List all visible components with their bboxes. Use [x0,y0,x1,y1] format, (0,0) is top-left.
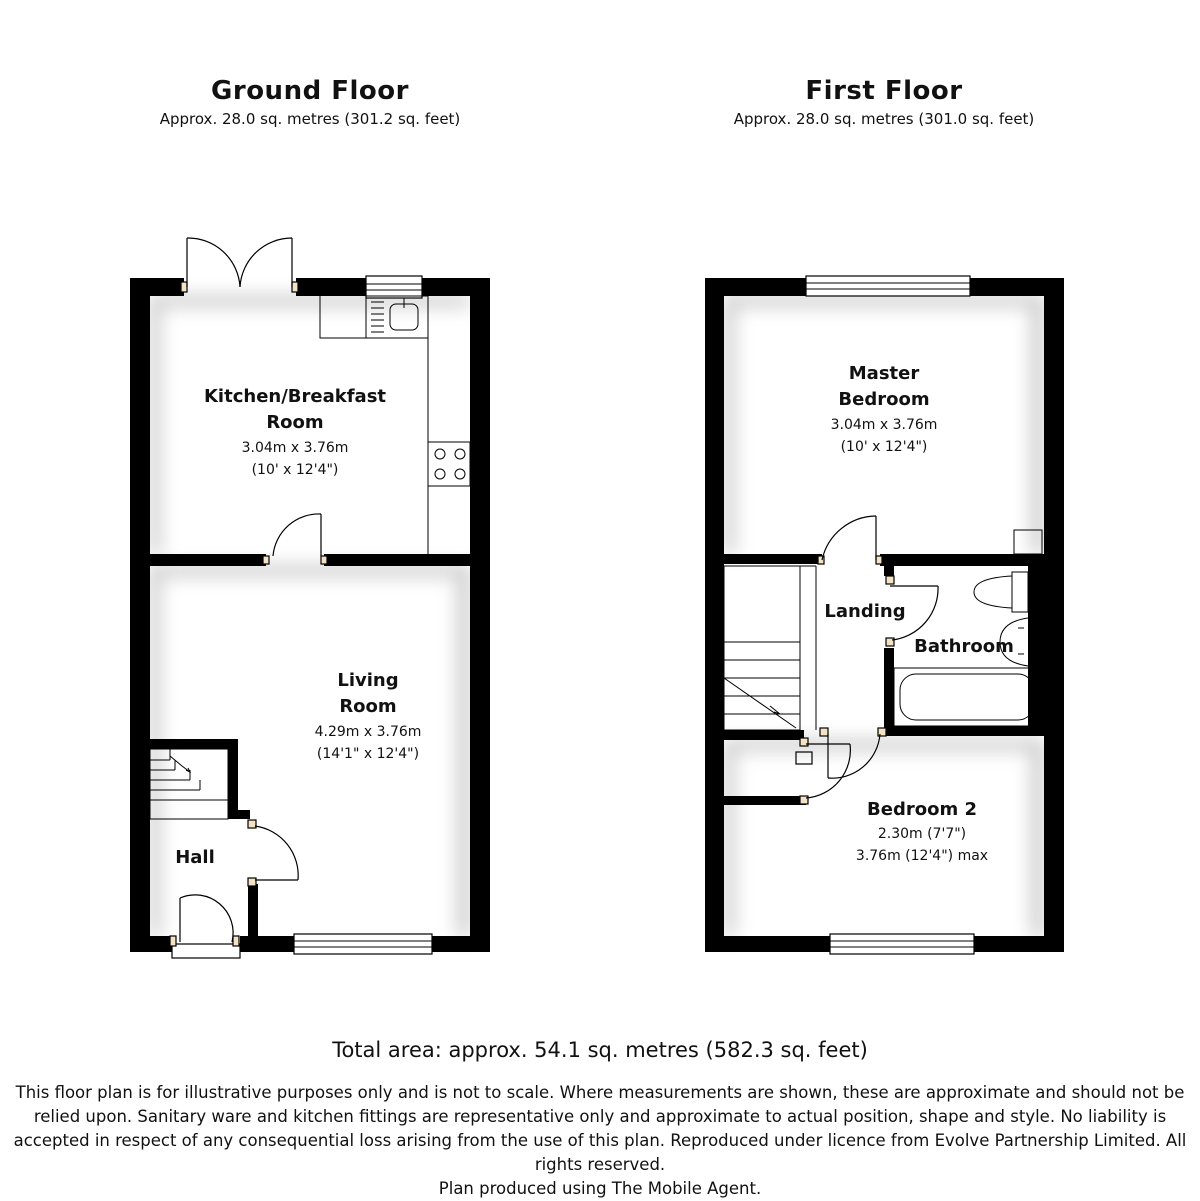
master-bedroom-name-line1: Master [848,363,920,384]
plan-credit: Plan produced using The Mobile Agent. [438,1179,762,1198]
kitchen-name-line2: Room [266,412,324,433]
master-bedroom-dim-imperial: (10' x 12'4") [840,439,928,455]
master-bedroom-dim-metric: 3.04m x 3.76m [830,417,938,433]
bedroom-2-door [796,728,886,804]
living-room-dim-imperial: (14'1" x 12'4") [316,746,420,762]
master-bedroom-door [818,516,882,564]
hall-label: Hall [175,847,215,868]
first-floor-stairs [724,566,816,730]
toilet [974,572,1028,612]
first-floor-area: Approx. 28.0 sq. metres (301.0 sq. feet) [733,110,1035,128]
disclaimer-text: This floor plan is for illustrative purposes only and is not to scale. Where measurements are shown, these are approximate and should not be relied upon. Sanitary ware and kitchen fittings are representative only and approximate to actual position, shape and style. No liability is accepted in respect of any consequential loss arising from the use of this plan. Reproduced under licence from Evolve Partnership Limited. All rights reserved. [13,1083,1187,1174]
kitchen-label [175,384,415,436]
disclaimer-block [4,1081,1196,1201]
first-floor-title: First Floor [805,76,963,106]
ground-floor-area: Approx. 28.0 sq. metres (301.2 sq. feet) [159,110,461,128]
hob [428,442,470,486]
master-bedroom-label [784,361,984,413]
master-bedroom-name-line2: Bedroom [838,389,930,410]
bedroom-2-dim-length: 3.76m (12'4") max [855,848,989,864]
kitchen-window [366,276,422,298]
ground-stairs [150,749,228,819]
bathroom-label: Bathroom [914,636,1014,657]
kitchen-dim-imperial: (10' x 12'4") [251,462,339,478]
master-bedroom-window [806,276,970,296]
kitchen-dim-metric: 3.04m x 3.76m [241,440,349,456]
kitchen-dimensions [175,437,415,481]
living-room-dim-metric: 4.29m x 3.76m [314,724,422,740]
living-room-dimensions [268,721,468,765]
front-door [170,895,240,958]
total-area: Total area: approx. 54.1 sq. metres (582.3 sq. feet) [332,1038,868,1062]
ground-floor-title: Ground Floor [211,76,409,106]
kitchen-door [263,514,327,564]
living-room-door [248,820,298,886]
french-doors [181,238,298,292]
bedroom-2-label: Bedroom 2 [867,799,977,820]
living-room-window [294,934,432,954]
bath [894,668,1044,726]
landing-label: Landing [824,601,906,622]
bedroom-2-dim-width: 2.30m (7'7") [877,826,967,842]
living-room-name-line2: Room [339,696,397,717]
kitchen-name-line1: Kitchen/Breakfast [203,386,387,407]
living-room-name-line1: Living [337,670,399,691]
master-bedroom-dimensions [784,414,984,458]
bedroom-2-window [830,934,974,954]
living-room-label [268,668,468,720]
bedroom-2-dimensions [802,823,1042,867]
